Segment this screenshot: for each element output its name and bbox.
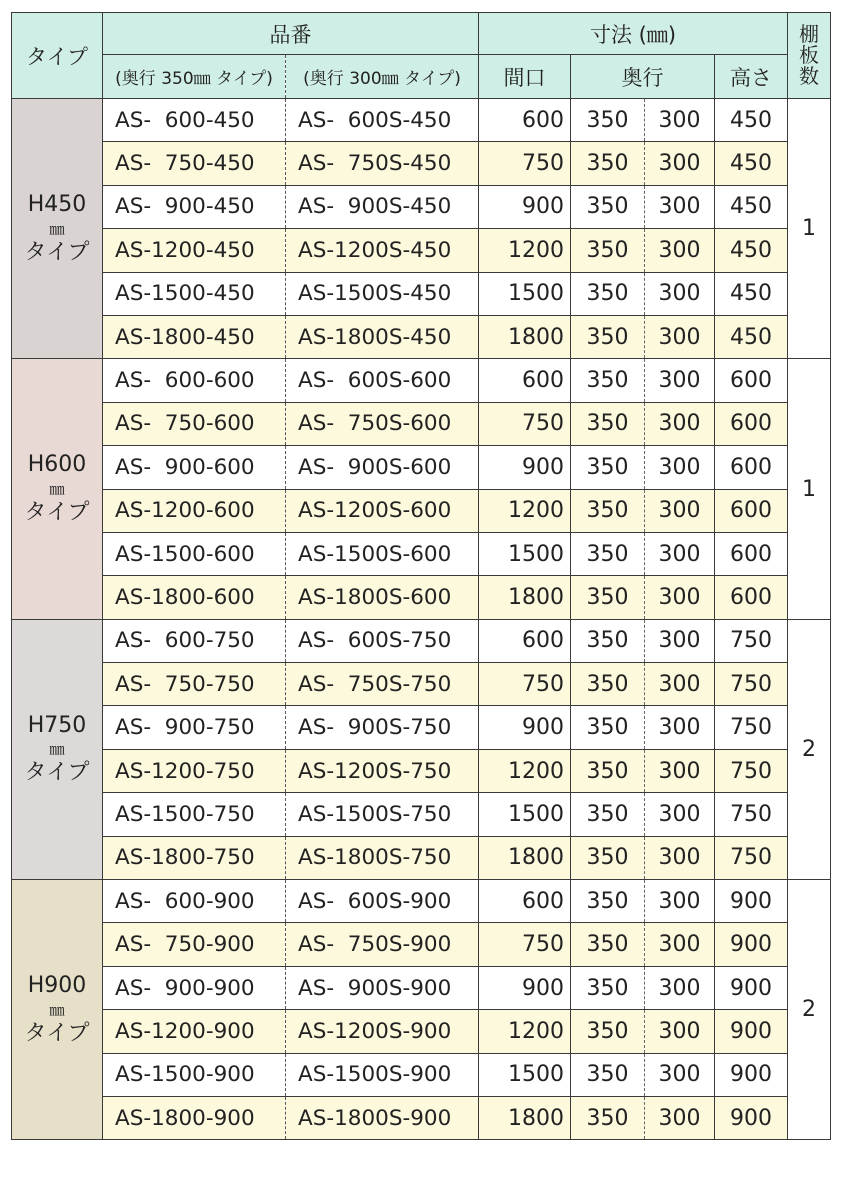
shelves-cell: 2: [788, 880, 831, 1140]
model-300-cell: AS- 900S-900: [286, 966, 479, 1009]
table-row: [12, 576, 831, 619]
table-row: [12, 532, 831, 575]
depth-300-cell: 300: [645, 923, 715, 966]
model-350-cell: AS-1200-450: [103, 229, 286, 272]
depth-300-cell: 300: [645, 185, 715, 228]
header-depth: 奥行: [571, 55, 715, 99]
model-350-cell: AS- 750-450: [103, 142, 286, 185]
table-row: [12, 229, 831, 272]
model-300-cell: AS-1800S-450: [286, 315, 479, 358]
width-cell: 1500: [479, 1053, 571, 1096]
depth-350-cell: 350: [571, 99, 645, 142]
header-depth350-type: (奥行 350㎜ タイプ): [103, 55, 286, 99]
height-cell: 750: [715, 793, 788, 836]
spec-table: [11, 12, 831, 1140]
header-depth300-type: (奥行 300㎜ タイプ): [286, 55, 479, 99]
table-row: [12, 402, 831, 445]
table-row: [12, 663, 831, 706]
shelves-cell: 1: [788, 99, 831, 359]
type-height: H600: [27, 452, 87, 478]
depth-300-cell: 300: [645, 619, 715, 662]
depth-300-cell: 300: [645, 880, 715, 923]
type-cell: [12, 880, 103, 1140]
table-row: [12, 749, 831, 792]
type-unit: ㎜: [49, 480, 65, 499]
table-row: [12, 359, 831, 402]
model-300-cell: AS-1200S-450: [286, 229, 479, 272]
width-cell: 750: [479, 142, 571, 185]
model-350-cell: AS-1800-450: [103, 315, 286, 358]
type-unit: ㎜: [49, 740, 65, 759]
table-row: [12, 142, 831, 185]
width-cell: 750: [479, 923, 571, 966]
model-300-cell: AS- 900S-450: [286, 185, 479, 228]
depth-350-cell: 350: [571, 706, 645, 749]
header-dimensions: 寸法 (㎜): [479, 13, 788, 55]
table-row: [12, 272, 831, 315]
depth-350-cell: 350: [571, 229, 645, 272]
model-300-cell: AS-1200S-600: [286, 489, 479, 532]
depth-350-cell: 350: [571, 749, 645, 792]
model-300-cell: AS-1500S-750: [286, 793, 479, 836]
header-shelves: [788, 13, 831, 99]
depth-350-cell: 350: [571, 402, 645, 445]
width-cell: 1200: [479, 229, 571, 272]
model-300-cell: AS-1500S-600: [286, 532, 479, 575]
model-350-cell: AS- 900-450: [103, 185, 286, 228]
depth-350-cell: 350: [571, 446, 645, 489]
table-row: [12, 1010, 831, 1053]
depth-350-cell: 350: [571, 793, 645, 836]
depth-350-cell: 350: [571, 272, 645, 315]
height-cell: 900: [715, 1096, 788, 1139]
model-300-cell: AS- 600S-600: [286, 359, 479, 402]
depth-300-cell: 300: [645, 532, 715, 575]
height-cell: 900: [715, 966, 788, 1009]
model-300-cell: AS- 750S-900: [286, 923, 479, 966]
table-row: [12, 1096, 831, 1139]
depth-300-cell: 300: [645, 966, 715, 1009]
type-height: H450: [27, 191, 87, 217]
height-cell: 750: [715, 663, 788, 706]
depth-350-cell: 350: [571, 923, 645, 966]
table-row: [12, 793, 831, 836]
depth-300-cell: 300: [645, 489, 715, 532]
width-cell: 1800: [479, 315, 571, 358]
width-cell: 600: [479, 359, 571, 402]
width-cell: 900: [479, 185, 571, 228]
depth-300-cell: 300: [645, 402, 715, 445]
height-cell: 900: [715, 1053, 788, 1096]
model-350-cell: AS-1800-750: [103, 836, 286, 879]
depth-350-cell: 350: [571, 663, 645, 706]
width-cell: 1200: [479, 749, 571, 792]
header-height: 高さ: [715, 55, 788, 99]
type-unit: ㎜: [49, 219, 65, 238]
height-cell: 450: [715, 99, 788, 142]
type-label: タイプ: [24, 1020, 90, 1046]
model-350-cell: AS- 600-900: [103, 880, 286, 923]
model-300-cell: AS- 750S-600: [286, 402, 479, 445]
height-cell: 600: [715, 576, 788, 619]
depth-300-cell: 300: [645, 315, 715, 358]
width-cell: 1800: [479, 836, 571, 879]
model-300-cell: AS- 600S-750: [286, 619, 479, 662]
table-row: [12, 923, 831, 966]
table-row: [12, 706, 831, 749]
depth-350-cell: 350: [571, 142, 645, 185]
depth-300-cell: 300: [645, 142, 715, 185]
depth-300-cell: 300: [645, 1096, 715, 1139]
height-cell: 450: [715, 142, 788, 185]
height-cell: 600: [715, 402, 788, 445]
width-cell: 600: [479, 619, 571, 662]
width-cell: 900: [479, 446, 571, 489]
depth-300-cell: 300: [645, 446, 715, 489]
height-cell: 600: [715, 446, 788, 489]
table-row: [12, 1053, 831, 1096]
model-350-cell: AS- 600-600: [103, 359, 286, 402]
model-350-cell: AS- 750-600: [103, 402, 286, 445]
model-350-cell: AS-1200-750: [103, 749, 286, 792]
table-row: [12, 836, 831, 879]
type-cell: [12, 619, 103, 879]
width-cell: 1200: [479, 1010, 571, 1053]
height-cell: 450: [715, 185, 788, 228]
model-300-cell: AS- 750S-750: [286, 663, 479, 706]
depth-300-cell: 300: [645, 706, 715, 749]
table-row: [12, 185, 831, 228]
table-body: [12, 99, 831, 1140]
model-300-cell: AS-1800S-600: [286, 576, 479, 619]
model-300-cell: AS-1200S-900: [286, 1010, 479, 1053]
depth-300-cell: 300: [645, 99, 715, 142]
width-cell: 750: [479, 402, 571, 445]
depth-350-cell: 350: [571, 1053, 645, 1096]
height-cell: 450: [715, 315, 788, 358]
depth-350-cell: 350: [571, 185, 645, 228]
depth-350-cell: 350: [571, 880, 645, 923]
type-cell: [12, 359, 103, 619]
height-cell: 900: [715, 880, 788, 923]
depth-350-cell: 350: [571, 576, 645, 619]
depth-300-cell: 300: [645, 359, 715, 402]
height-cell: 750: [715, 706, 788, 749]
model-300-cell: AS- 600S-450: [286, 99, 479, 142]
model-300-cell: AS- 750S-450: [286, 142, 479, 185]
width-cell: 1500: [479, 793, 571, 836]
model-300-cell: AS-1200S-750: [286, 749, 479, 792]
depth-350-cell: 350: [571, 1096, 645, 1139]
depth-300-cell: 300: [645, 1010, 715, 1053]
depth-350-cell: 350: [571, 1010, 645, 1053]
table-row: [12, 966, 831, 1009]
table-header: [12, 13, 831, 99]
header-model-number: 品番: [103, 13, 479, 55]
model-350-cell: AS- 750-750: [103, 663, 286, 706]
model-300-cell: AS-1500S-450: [286, 272, 479, 315]
type-cell: [12, 99, 103, 359]
depth-300-cell: 300: [645, 749, 715, 792]
width-cell: 750: [479, 663, 571, 706]
depth-300-cell: 300: [645, 793, 715, 836]
table-row: [12, 315, 831, 358]
depth-300-cell: 300: [645, 576, 715, 619]
model-350-cell: AS-1800-900: [103, 1096, 286, 1139]
depth-350-cell: 350: [571, 966, 645, 1009]
model-350-cell: AS- 600-450: [103, 99, 286, 142]
model-350-cell: AS-1800-600: [103, 576, 286, 619]
height-cell: 600: [715, 532, 788, 575]
height-cell: 750: [715, 619, 788, 662]
shelves-cell: 2: [788, 619, 831, 879]
header-width: 間口: [479, 55, 571, 99]
width-cell: 1200: [479, 489, 571, 532]
model-350-cell: AS-1500-900: [103, 1053, 286, 1096]
width-cell: 1500: [479, 532, 571, 575]
model-350-cell: AS-1500-750: [103, 793, 286, 836]
model-350-cell: AS- 900-900: [103, 966, 286, 1009]
depth-300-cell: 300: [645, 836, 715, 879]
model-350-cell: AS-1200-600: [103, 489, 286, 532]
model-350-cell: AS-1500-450: [103, 272, 286, 315]
width-cell: 1800: [479, 1096, 571, 1139]
height-cell: 900: [715, 923, 788, 966]
width-cell: 600: [479, 880, 571, 923]
width-cell: 900: [479, 706, 571, 749]
height-cell: 600: [715, 359, 788, 402]
height-cell: 900: [715, 1010, 788, 1053]
model-350-cell: AS- 900-750: [103, 706, 286, 749]
width-cell: 900: [479, 966, 571, 1009]
shelves-cell: 1: [788, 359, 831, 619]
header-type: タイプ: [12, 13, 103, 99]
model-300-cell: AS- 900S-600: [286, 446, 479, 489]
model-300-cell: AS- 900S-750: [286, 706, 479, 749]
model-350-cell: AS- 600-750: [103, 619, 286, 662]
width-cell: 1500: [479, 272, 571, 315]
model-300-cell: AS-1800S-900: [286, 1096, 479, 1139]
type-label: タイプ: [24, 760, 90, 786]
depth-300-cell: 300: [645, 1053, 715, 1096]
model-350-cell: AS-1500-600: [103, 532, 286, 575]
model-300-cell: AS- 600S-900: [286, 880, 479, 923]
depth-300-cell: 300: [645, 272, 715, 315]
width-cell: 1800: [479, 576, 571, 619]
table-row: [12, 880, 831, 923]
depth-350-cell: 350: [571, 619, 645, 662]
table-row: [12, 619, 831, 662]
model-350-cell: AS-1200-900: [103, 1010, 286, 1053]
height-cell: 450: [715, 229, 788, 272]
table-row: [12, 489, 831, 532]
header-shelves-text: 棚 板 数: [799, 22, 819, 88]
type-height: H900: [27, 973, 87, 999]
model-350-cell: AS- 750-900: [103, 923, 286, 966]
depth-300-cell: 300: [645, 663, 715, 706]
height-cell: 600: [715, 489, 788, 532]
model-300-cell: AS-1800S-750: [286, 836, 479, 879]
model-300-cell: AS-1500S-900: [286, 1053, 479, 1096]
model-350-cell: AS- 900-600: [103, 446, 286, 489]
depth-300-cell: 300: [645, 229, 715, 272]
height-cell: 750: [715, 749, 788, 792]
depth-350-cell: 350: [571, 359, 645, 402]
depth-350-cell: 350: [571, 315, 645, 358]
height-cell: 450: [715, 272, 788, 315]
type-label: タイプ: [24, 500, 90, 526]
table-row: [12, 446, 831, 489]
depth-350-cell: 350: [571, 489, 645, 532]
width-cell: 600: [479, 99, 571, 142]
depth-350-cell: 350: [571, 532, 645, 575]
depth-350-cell: 350: [571, 836, 645, 879]
type-height: H750: [27, 712, 87, 738]
table-row: [12, 99, 831, 142]
type-label: タイプ: [24, 239, 90, 265]
type-unit: ㎜: [49, 1000, 65, 1019]
height-cell: 750: [715, 836, 788, 879]
